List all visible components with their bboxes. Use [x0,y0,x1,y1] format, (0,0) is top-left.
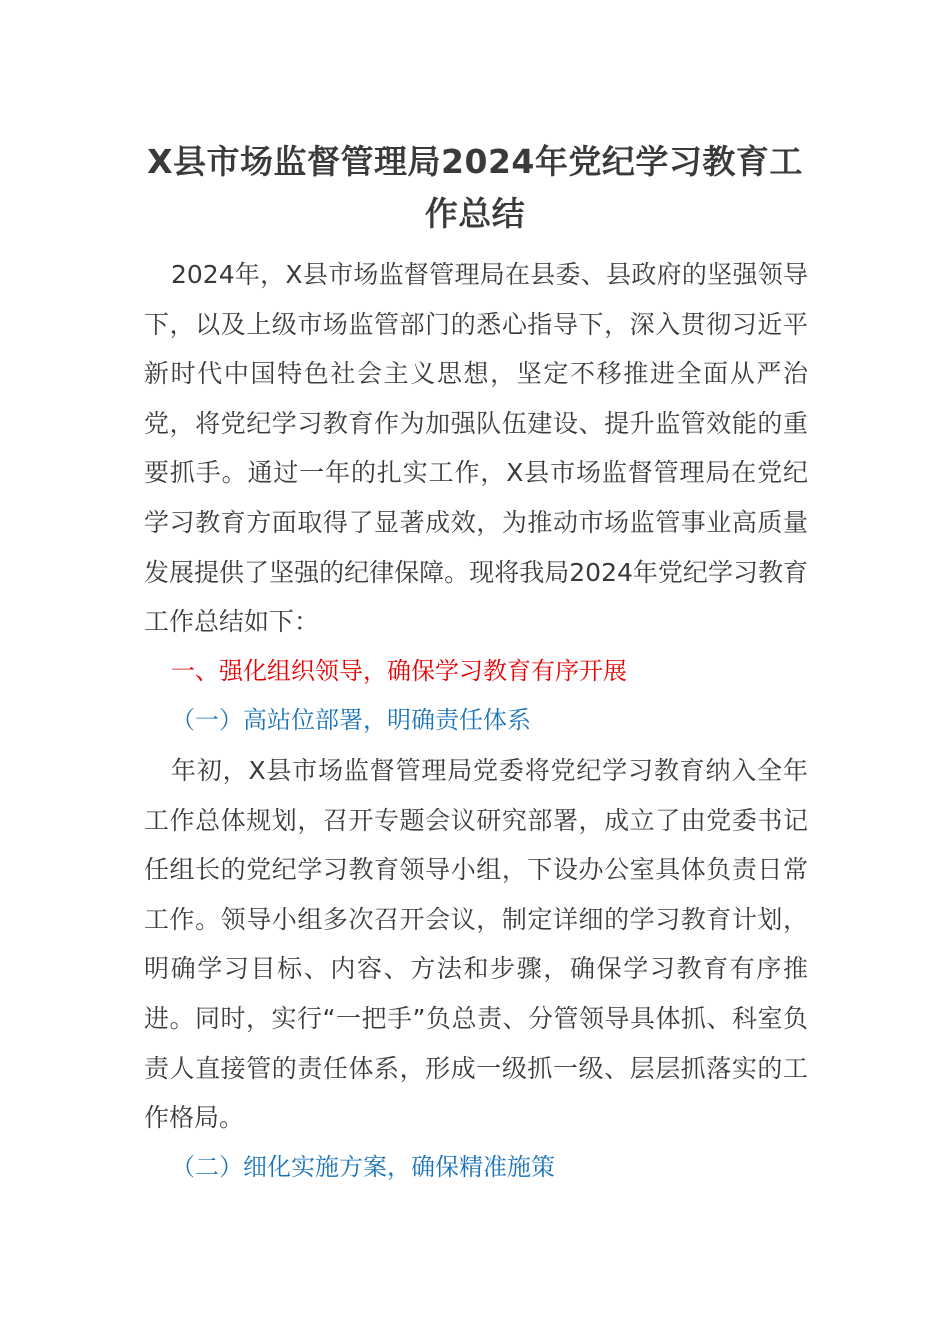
document-title: X县市场监督管理局2024年党纪学习教育工作总结 [147,142,803,233]
section-heading-1: 一、强化组织领导，确保学习教育有序开展 [171,656,627,685]
subsection-1-paragraph: 年初，X县市场监督管理局党委将党纪学习教育纳入全年工作总体规划，召开专题会议研究部署，成立了由党委书记任组长的党纪学习教育领导小组，下设办公室具体负责日常工作。领导小组多次召开会议，制定详细的学习教育计划，明确学习目标、内容、方法和步骤，确保学习教育有序推进。同时，实行“一把手”负总责、分管领导具体抓、科室负责人直接管的责任体系，形成一级抓一级、层层抓落实的工作格局。 [144,755,808,1133]
intro-paragraph: 2024年，X县市场监督管理局在县委、县政府的坚强领导下，以及上级市场监管部门的悉心指导下，深入贯彻习近平新时代中国特色社会主义思想，坚定不移推进全面从严治党，将党纪学习教育作为加强队伍建设、提升监管效能的重要抓手。通过一年的扎实工作，X县市场监督管理局在党纪学习教育方面取得了显著成效，为推动市场监管事业高质量发展提供了坚强的纪律保障。现将我局2024年党纪学习教育工作总结如下： [144,260,808,637]
subsection-heading-1: （一）高站位部署，明确责任体系 [171,706,531,735]
subsection-heading-2: （二）细化实施方案，确保精准施策 [171,1152,555,1181]
document-body [144,250,808,1192]
